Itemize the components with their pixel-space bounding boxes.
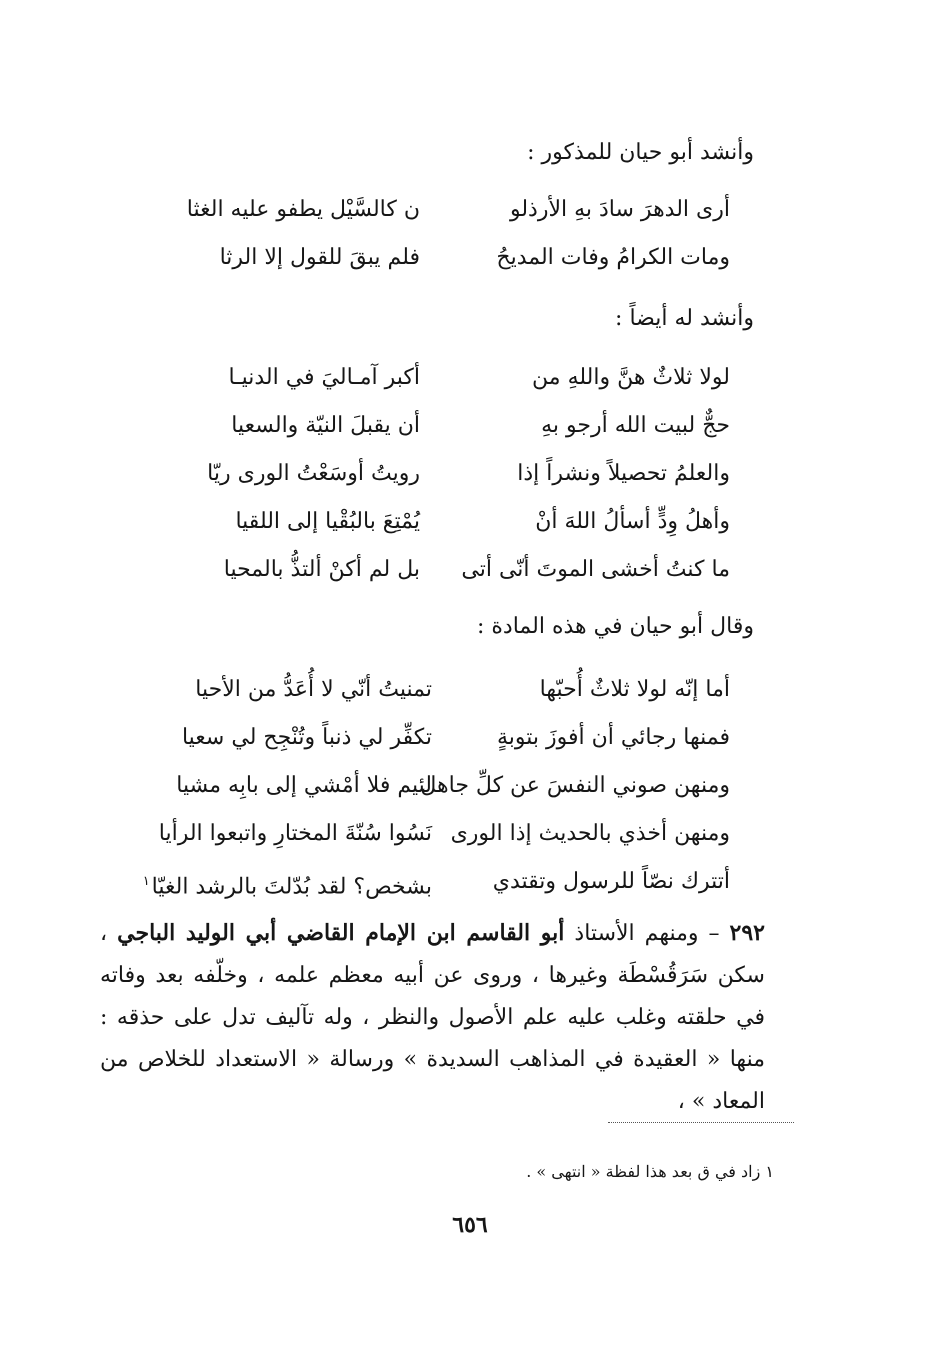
poem-3 [0,666,940,906]
page-number: ٦٥٦ [452,1212,488,1238]
verse-first-hemistich: أما إنّه لولا ثلاثٌ أُحبّها [539,677,730,702]
verse-second-hemistich [120,546,420,594]
verse-second-text: رويتُ أوسَعْتُ الورى ريّا [207,461,420,486]
verse-second-text: أكبر آمـاليَ في الدنيـا [228,365,420,390]
entry-subject-name: أبو القاسم ابن الإمام القاضي أبي الوليد الباجي [117,920,565,946]
verse-second-text: لئيم فلا أمْشي إلى بابِه مشيا [176,773,432,798]
intro-line-1: وأنشد أبو حيان للمذكور : [527,140,754,165]
footnote-separator [608,1122,794,1123]
entry-body: ، سكن سَرَقُسْطَة وغيرها ، وروى عن أبيه معظم علمه ، وخلّفه بعد وفاته في حلقته وغلب عليه علم الأصول والنظر ، وله تآليف تدل على حذقه : منها « العقيدة في المذاهب السديدة » ورسالة « الاستعداد للخلاص من المعاد » ، [100,921,765,1114]
footnote: ١ زاد في ق بعد هذا لفظة « انتهى » . [526,1162,774,1181]
verse-second-hemistich [120,498,420,546]
verse-second-text: أن يقبلَ النيّة والسعيا [231,413,420,438]
verse-second-hemistich [120,402,420,450]
verse-second-text: نَسُوا سُنّةَ المختارِ واتبعوا الرأيا [158,821,432,846]
verse-second-text: تكفِّر لي ذنباً وتُنْجِح لي سعيا [181,725,432,750]
verse-second-hemistich [112,666,432,714]
verse-line [0,234,940,282]
verse-first-hemistich: لولا ثلاثٌ هنَّ واللهِ من [532,365,730,390]
verse-first-hemistich: ومنهن صوني النفسَ عن كلِّ جاهل [420,773,730,798]
entry-intro: – ومنهم الأستاذ [564,921,730,946]
verse-second-text: ن كالسَّيْل يطفو عليه الغثا [186,197,420,222]
poem-1 [0,186,940,282]
verse-second-hemistich [120,186,420,234]
verse-second-hemistich [112,762,432,810]
poem-2 [0,354,940,594]
verse-line [0,450,940,498]
verse-line [0,714,940,762]
intro-line-2: وأنشد له أيضاً : [615,306,754,331]
verse-second-text: بل لم أكنْ ألتذُّ بالمحيا [223,557,420,582]
verse-second-hemistich [120,234,420,282]
verse-first-hemistich: وأهلُ وِدٍّ أسألُ اللهَ أنْ [535,509,730,534]
verse-second-text: يُمْتِعَ بالبُقْيا إلى اللقيا [235,509,420,534]
verse-second-text: فلم يبقَ للقول إلا الرثا [219,245,420,270]
verse-second-hemistich [112,714,432,762]
footnote-marker: ١ [142,874,150,889]
verse-first-hemistich: حجٌّ لبيت الله أرجو بهِ [541,413,730,438]
biography-entry-292 [100,912,765,1123]
verse-first-hemistich: فمنها رجائي أن أفوزَ بتوبةٍ [496,725,730,750]
verse-line [0,858,940,906]
verse-line [0,666,940,714]
verse-line [0,546,940,594]
verse-second-hemistich [112,858,432,911]
verse-second-text: تمنيتُ أنّي لا أُعَدُّ من الأحيا [195,677,432,702]
verse-first-hemistich: أرى الدهرَ سادَ بهِ الأرذلو [509,197,730,222]
verse-first-hemistich: ومنهن أخذي بالحديث إذا الورى [450,821,730,846]
verse-line [0,402,940,450]
verse-first-hemistich: ما كنتُ أخشى الموتَ أنّى أتى [461,557,730,582]
verse-first-hemistich: ومات الكرامُ وفات المديحُ [496,245,730,270]
intro-line-3: وقال أبو حيان في هذه المادة : [477,614,754,639]
verse-second-hemistich [120,450,420,498]
verse-line [0,762,940,810]
verse-first-hemistich: أتترك نصّاً للرسول وتقتدي [492,869,730,894]
entry-number: ٢٩٢ [729,920,765,946]
verse-line [0,810,940,858]
verse-second-text: بشخص؟ لقد بُدّلتَ بالرشد الغيّا [151,874,432,900]
verse-second-hemistich [112,810,432,858]
verse-second-hemistich [120,354,420,402]
verse-line [0,354,940,402]
verse-line [0,186,940,234]
verse-first-hemistich: والعلمُ تحصيلاً ونشراً إذا [517,461,730,486]
verse-line [0,498,940,546]
